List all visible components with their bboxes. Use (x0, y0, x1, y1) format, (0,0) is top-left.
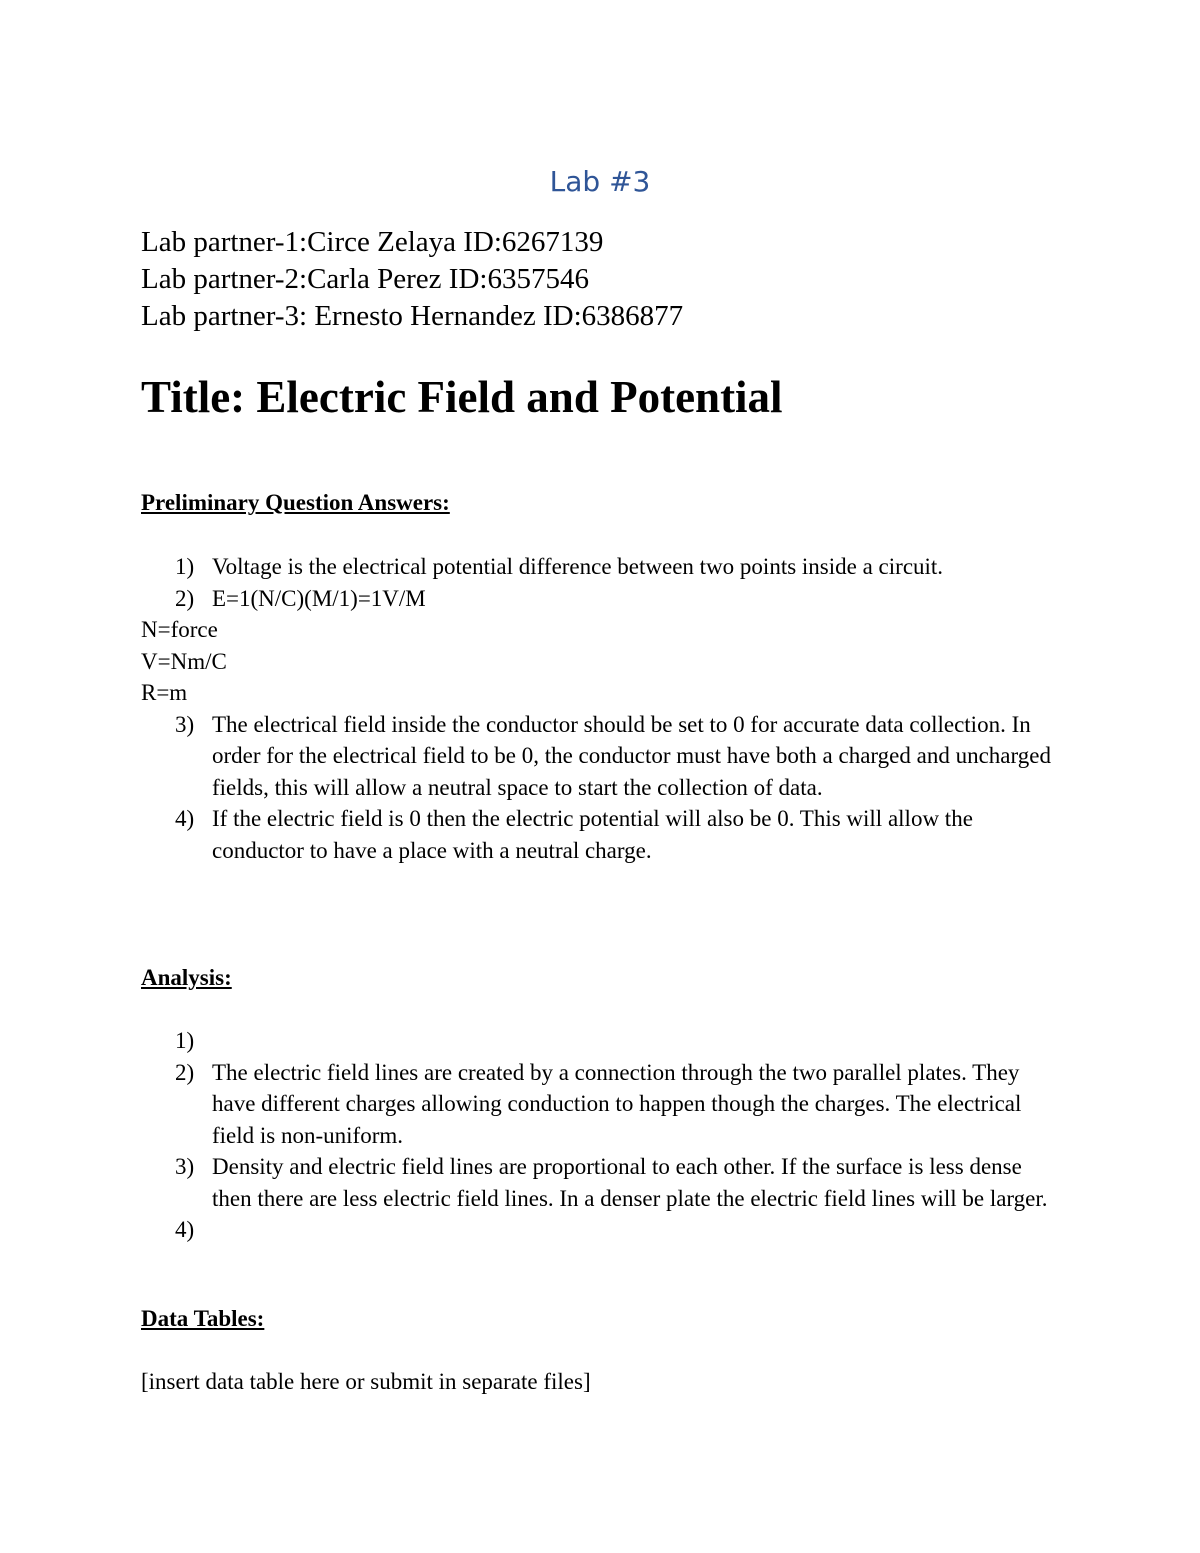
item-text: E=1(N/C)(M/1)=1V/M (212, 585, 426, 611)
item-text: Density and electric field lines are proportional to each other. If the surface is less dense then there are less electric field lines. In a denser plate the electric field lines will be larger. (212, 1154, 1048, 1211)
item-number: 1) (175, 554, 195, 579)
item-text: The electric field lines are created by a connection through the two parallel plates. They have different charges allowing conduction to happen though the charges. The electrical field is non-uniform. (212, 1059, 1022, 1148)
lab-partner-2: Lab partner-2:Carla Perez ID:6357546 (141, 263, 589, 295)
item-number: 4) (175, 806, 195, 831)
document-title: Title: Electric Field and Potential (141, 372, 783, 422)
data-tables-heading: Data Tables: (141, 1306, 265, 1331)
list-item (141, 1025, 1051, 1057)
list-subline: R=m (141, 680, 188, 705)
analysis-heading: Analysis: (141, 965, 232, 990)
item-number: 2) (175, 1059, 195, 1085)
list-subline: V=Nm/C (141, 648, 227, 674)
item-number: 4) (175, 1217, 195, 1242)
item-text: If the electric field is 0 then the electric potential will also be 0. This will allow the conductor to have a place with a neutral charge. (212, 806, 973, 863)
list-item (141, 709, 1051, 804)
lab-partner-1: Lab partner-1:Circe Zelaya ID:6267139 (141, 226, 604, 258)
list-item (141, 551, 1051, 583)
analysis-list (141, 1025, 1051, 1246)
list-item (141, 1057, 1051, 1152)
list-item (141, 583, 1051, 615)
list-subline: N=force (141, 617, 218, 642)
item-number: 1) (175, 1028, 195, 1053)
list-item (141, 1214, 1051, 1246)
item-number: 2) (175, 585, 195, 611)
preliminary-answers-list (141, 551, 1051, 866)
list-item (141, 1151, 1051, 1214)
lab-partner-3: Lab partner-3: Ernesto Hernandez ID:6386877 (141, 300, 684, 332)
list-item (141, 803, 1051, 866)
item-text: Voltage is the electrical potential difference between two points inside a circuit. (212, 554, 944, 579)
item-number: 3) (175, 711, 195, 737)
lab-number-heading: Lab #3 (549, 165, 651, 198)
item-text: The electrical field inside the conductor should be set to 0 for accurate data collection. In order for the electrical field to be 0, the conductor must have both a charged and uncharged fields, this will allow a neutral space to start the collection of data. (212, 711, 1051, 800)
lab-partners-block (141, 224, 1101, 335)
preliminary-heading: Preliminary Question Answers: (141, 490, 450, 515)
data-table-placeholder: [insert data table here or submit in separate files] (141, 1369, 591, 1394)
item-number: 3) (175, 1154, 195, 1179)
